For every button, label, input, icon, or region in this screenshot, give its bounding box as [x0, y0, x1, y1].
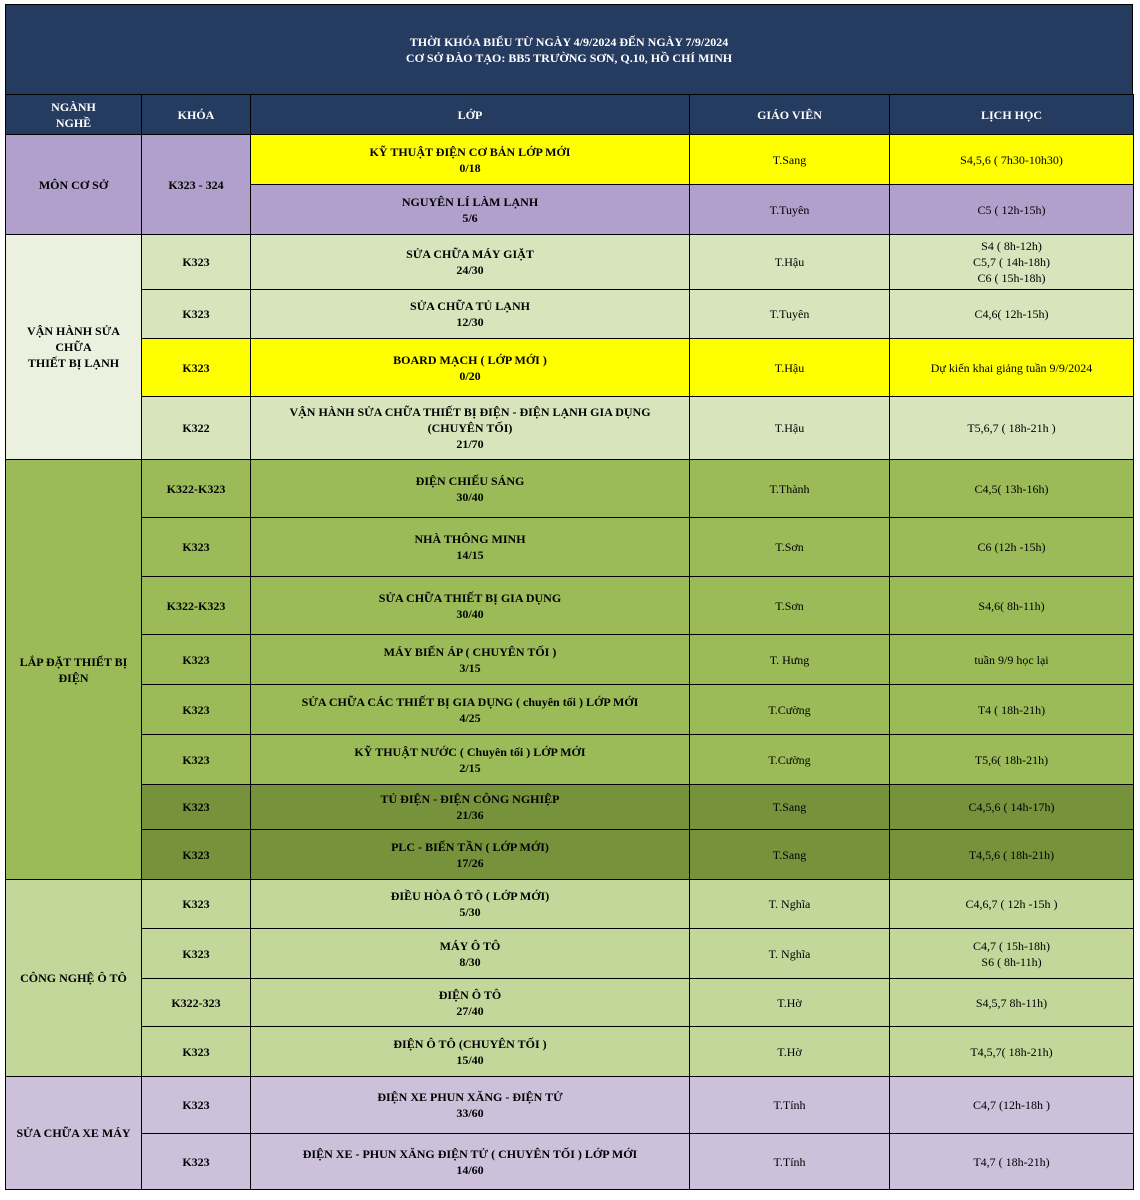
header-giaovien: GIÁO VIÊN — [690, 95, 890, 135]
teacher-cell: T.Tính — [690, 1134, 890, 1190]
schedule-cell: Dự kiến khai giảng tuần 9/9/2024 — [890, 339, 1134, 397]
teacher-cell: T.Tuyên — [690, 185, 890, 235]
teacher-cell: T.Hờ — [690, 979, 890, 1027]
header-row — [6, 95, 1134, 135]
table-row — [6, 880, 1134, 929]
teacher-cell: T.Hậu — [690, 339, 890, 397]
schedule-cell: T5,6,7 ( 18h-21h ) — [890, 397, 1134, 460]
teacher-cell: T.Hờ — [690, 1027, 890, 1077]
class-cell: ĐIỆN XE - PHUN XĂNG ĐIỆN TỬ ( CHUYÊN TỐI ) LỚP MỚI 14/60 — [251, 1134, 690, 1190]
table-row — [6, 460, 1134, 518]
khoa-cell: K323 — [142, 235, 251, 290]
teacher-cell: T. Nghĩa — [690, 880, 890, 929]
teacher-cell: T.Cường — [690, 685, 890, 735]
schedule-cell: C5 ( 12h-15h) — [890, 185, 1134, 235]
schedule-cell: S4 ( 8h-12h) C5,7 ( 14h-18h) C6 ( 15h-18h) — [890, 235, 1134, 290]
khoa-cell: K323 — [142, 1134, 251, 1190]
table-row — [6, 135, 1134, 185]
title-line-1: THỜI KHÓA BIỂU TỪ NGÀY 4/9/2024 ĐẾN NGÀY 7/9/2024 — [409, 34, 729, 49]
table-row — [6, 1027, 1134, 1077]
header-khoa: KHÓA — [142, 95, 251, 135]
class-cell: NGUYÊN LÍ LÀM LẠNH 5/6 — [251, 185, 690, 235]
class-cell: NHÀ THÔNG MINH 14/15 — [251, 518, 690, 577]
teacher-cell: T.Thành — [690, 460, 890, 518]
class-cell: ĐIỆN Ô TÔ 27/40 — [251, 979, 690, 1027]
khoa-cell: K323 — [142, 929, 251, 979]
group-lap-dat-thiet-bi-dien: LẮP ĐẶT THIẾT BỊ ĐIỆN — [6, 460, 142, 880]
khoa-cell: K323 — [142, 685, 251, 735]
schedule-cell: C4,6,7 ( 12h -15h ) — [890, 880, 1134, 929]
table-row — [6, 339, 1134, 397]
teacher-cell: T.Sang — [690, 785, 890, 830]
schedule-cell: T5,6( 18h-21h) — [890, 735, 1134, 785]
table-row — [6, 830, 1134, 880]
teacher-cell: T.Sang — [690, 830, 890, 880]
class-cell: SỬA CHỮA CÁC THIẾT BỊ GIA DỤNG ( chuyên tối ) LỚP MỚI 4/25 — [251, 685, 690, 735]
table-row — [6, 518, 1134, 577]
table-row — [6, 979, 1134, 1027]
khoa-cell: K323 — [142, 339, 251, 397]
table-row — [6, 1077, 1134, 1134]
khoa-cell: K323 — [142, 635, 251, 685]
schedule-cell: C4,7 ( 15h-18h) S6 ( 8h-11h) — [890, 929, 1134, 979]
teacher-cell: T.Cường — [690, 735, 890, 785]
class-cell: MÁY BIẾN ÁP ( CHUYÊN TỐI ) 3/15 — [251, 635, 690, 685]
schedule-cell: T4,7 ( 18h-21h) — [890, 1134, 1134, 1190]
teacher-cell: T. Nghĩa — [690, 929, 890, 979]
khoa-cell: K323 — [142, 1027, 251, 1077]
class-cell: BOARD MẠCH ( LỚP MỚI ) 0/20 — [251, 339, 690, 397]
schedule-cell: T4,5,6 ( 18h-21h) — [890, 830, 1134, 880]
khoa-cell: K322 — [142, 397, 251, 460]
khoa-cell: K322-K323 — [142, 460, 251, 518]
table-row — [6, 1134, 1134, 1190]
schedule-cell: C4,5,6 ( 14h-17h) — [890, 785, 1134, 830]
khoa-cell: K323 — [142, 880, 251, 929]
schedule-cell: C4,5( 13h-16h) — [890, 460, 1134, 518]
group-mon-co-so: MÔN CƠ SỞ — [6, 135, 142, 235]
class-cell: ĐIỆN CHIẾU SÁNG 30/40 — [251, 460, 690, 518]
khoa-cell: K323 — [142, 785, 251, 830]
schedule-table — [5, 94, 1134, 1190]
schedule-cell: C4,6( 12h-15h) — [890, 290, 1134, 339]
khoa-cell: K323 — [142, 830, 251, 880]
khoa-cell: K323 — [142, 1077, 251, 1134]
schedule-cell: S4,5,7 8h-11h) — [890, 979, 1134, 1027]
table-row — [6, 290, 1134, 339]
class-cell: MÁY Ô TÔ 8/30 — [251, 929, 690, 979]
group-cong-nghe-o-to: CÔNG NGHỆ Ô TÔ — [6, 880, 142, 1077]
table-row — [6, 735, 1134, 785]
class-cell: VẬN HÀNH SỬA CHỮA THIẾT BỊ ĐIỆN - ĐIỆN LẠNH GIA DỤNG (CHUYÊN TỐI) 21/70 — [251, 397, 690, 460]
table-row — [6, 635, 1134, 685]
class-cell: PLC - BIẾN TẦN ( LỚP MỚI) 17/26 — [251, 830, 690, 880]
schedule-cell: C6 (12h -15h) — [890, 518, 1134, 577]
schedule-cell: T4,5,7( 18h-21h) — [890, 1027, 1134, 1077]
table-row — [6, 397, 1134, 460]
schedule-cell: S4,5,6 ( 7h30-10h30) — [890, 135, 1134, 185]
table-row — [6, 929, 1134, 979]
group-van-hanh-sua-chua: VẬN HÀNH SỬA CHỮA THIẾT BỊ LẠNH — [6, 235, 142, 460]
class-cell: SỬA CHỮA THIẾT BỊ GIA DỤNG 30/40 — [251, 577, 690, 635]
header-lop: LỚP — [251, 95, 690, 135]
header-nganh: NGÀNH NGHỀ — [6, 95, 142, 135]
class-cell: KỸ THUẬT ĐIỆN CƠ BẢN LỚP MỚI 0/18 — [251, 135, 690, 185]
schedule-cell: S4,6( 8h-11h) — [890, 577, 1134, 635]
header-lichhoc: LỊCH HỌC — [890, 95, 1134, 135]
table-row — [6, 577, 1134, 635]
group-sua-chua-xe-may: SỬA CHỮA XE MÁY — [6, 1077, 142, 1190]
khoa-cell: K323 — [142, 518, 251, 577]
table-row — [6, 685, 1134, 735]
class-cell: ĐIỆN Ô TÔ (CHUYÊN TỐI ) 15/40 — [251, 1027, 690, 1077]
table-row — [6, 235, 1134, 290]
schedule-title — [5, 4, 1133, 95]
schedule-cell: tuần 9/9 học lại — [890, 635, 1134, 685]
teacher-cell: T.Sơn — [690, 577, 890, 635]
class-cell: KỸ THUẬT NƯỚC ( Chuyên tối ) LỚP MỚI 2/15 — [251, 735, 690, 785]
teacher-cell: T.Hậu — [690, 397, 890, 460]
khoa-cell: K322-K323 — [142, 577, 251, 635]
class-cell: TỦ ĐIỆN - ĐIỆN CÔNG NGHIỆP 21/36 — [251, 785, 690, 830]
khoa-cell: K322-323 — [142, 979, 251, 1027]
khoa-cell: K323 - 324 — [142, 135, 251, 235]
class-cell: ĐIỆN XE PHUN XĂNG - ĐIỆN TỬ 33/60 — [251, 1077, 690, 1134]
schedule-cell: C4,7 (12h-18h ) — [890, 1077, 1134, 1134]
table-row — [6, 785, 1134, 830]
class-cell: ĐIỀU HÒA Ô TÔ ( LỚP MỚI) 5/30 — [251, 880, 690, 929]
schedule-cell: T4 ( 18h-21h) — [890, 685, 1134, 735]
teacher-cell: T.Sang — [690, 135, 890, 185]
teacher-cell: T.Hậu — [690, 235, 890, 290]
teacher-cell: T. Hưng — [690, 635, 890, 685]
class-cell: SỬA CHỮA TỦ LẠNH 12/30 — [251, 290, 690, 339]
teacher-cell: T.Tuyên — [690, 290, 890, 339]
class-cell: SỬA CHỮA MÁY GIẶT 24/30 — [251, 235, 690, 290]
khoa-cell: K323 — [142, 735, 251, 785]
khoa-cell: K323 — [142, 290, 251, 339]
teacher-cell: T.Tính — [690, 1077, 890, 1134]
teacher-cell: T.Sơn — [690, 518, 890, 577]
title-line-2: CƠ SỞ ĐÀO TẠO: BB5 TRƯỜNG SƠN, Q.10, HỒ CHÍ MINH — [405, 50, 733, 65]
